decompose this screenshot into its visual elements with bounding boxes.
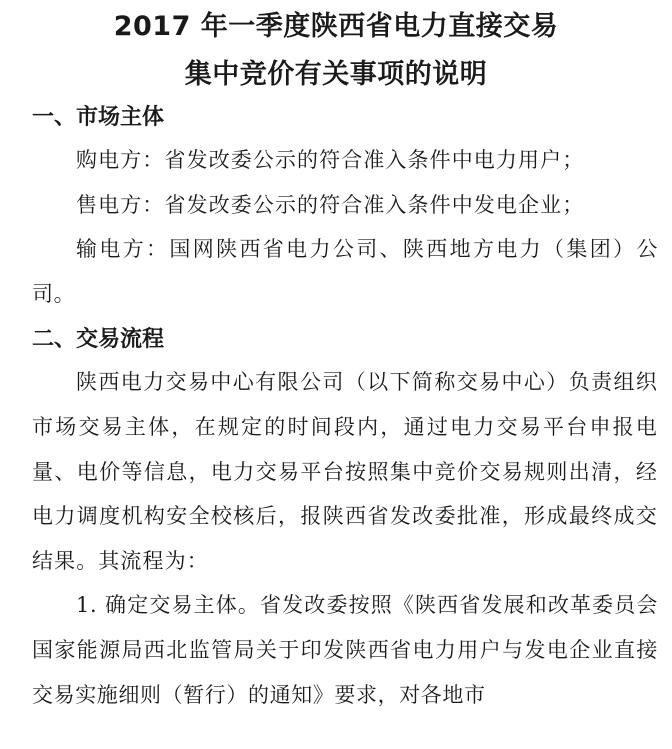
paragraph-step-1: 1. 确定交易主体。省发改委按照《陕西省发展和改革委员会 国家能源局西北监管局关于印发陕西省电力用户与发电企业直接交易实施细则（暂行）的通知》要求，对各地市 <box>32 593 658 707</box>
section-heading-trading-process: 二、交易流程 <box>32 327 165 353</box>
document-title-line-1: 2017 年一季度陕西省电力直接交易 <box>113 11 559 42</box>
paragraph-process-overview: 陕西电力交易中心有限公司（以下简称交易中心）负责组织市场交易主体，在规定的时间段内，通过电力交易平台申报电量、电价等信息，电力交易平台按照集中竞价交易规则出清，经电力调度机构安全校核后，报陕西省发改委批准，形成最终成交结果。其流程为： <box>32 370 658 573</box>
paragraph-seller: 售电方：省发改委公示的符合准入条件中发电企业； <box>76 192 585 217</box>
section-heading-market-entities: 一、市场主体 <box>32 105 165 130</box>
document-title-line-2: 集中竞价有关事项的说明 <box>184 59 488 90</box>
paragraph-transmitter: 输电方：国网陕西省电力公司、陕西地方电力（集团）公司。 <box>32 237 658 306</box>
paragraph-buyer: 购电方：省发改委公示的符合准入条件中电力用户； <box>76 148 585 172</box>
